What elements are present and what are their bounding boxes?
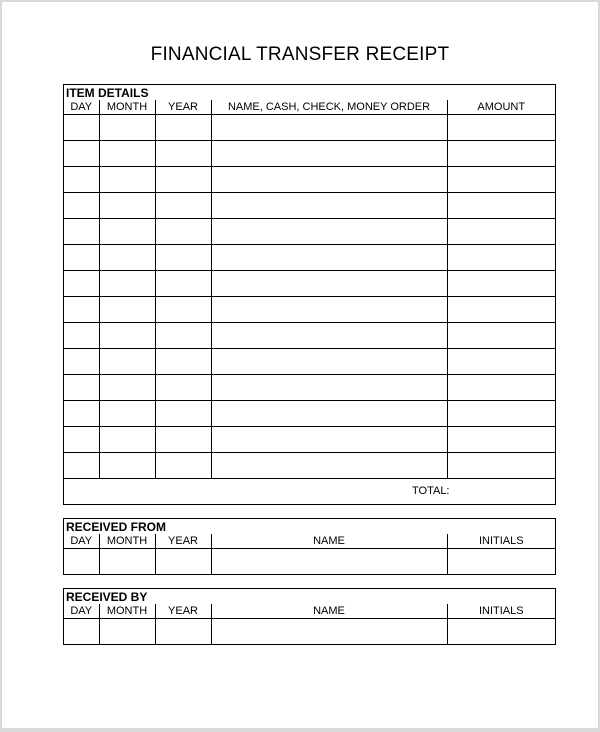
month-cell[interactable] — [99, 297, 155, 323]
received-from-section — [63, 518, 556, 575]
col-year: YEAR — [155, 604, 211, 619]
table-row — [64, 115, 555, 141]
year-cell[interactable] — [155, 401, 211, 427]
amount-cell[interactable] — [447, 271, 555, 297]
total-row — [64, 478, 555, 504]
amount-cell[interactable] — [447, 375, 555, 401]
initials-cell[interactable] — [447, 619, 555, 645]
name-cell[interactable] — [211, 167, 447, 193]
month-cell[interactable] — [99, 115, 155, 141]
day-cell[interactable] — [64, 401, 99, 427]
total-label: TOTAL: — [412, 485, 450, 497]
month-cell[interactable] — [99, 549, 155, 575]
col-amount: AMOUNT — [447, 100, 555, 115]
year-cell[interactable] — [155, 297, 211, 323]
name-cell[interactable] — [211, 141, 447, 167]
table-row — [64, 167, 555, 193]
amount-cell[interactable] — [447, 349, 555, 375]
month-cell[interactable] — [99, 167, 155, 193]
day-cell[interactable] — [64, 297, 99, 323]
amount-cell[interactable] — [447, 219, 555, 245]
month-cell[interactable] — [99, 401, 155, 427]
month-cell[interactable] — [99, 193, 155, 219]
table-row — [64, 323, 555, 349]
col-month: MONTH — [99, 100, 155, 115]
table-row — [64, 349, 555, 375]
received-by-heading: RECEIVED BY — [66, 590, 148, 604]
initials-cell[interactable] — [447, 549, 555, 575]
name-cell[interactable] — [211, 271, 447, 297]
day-cell[interactable] — [64, 375, 99, 401]
amount-cell[interactable] — [447, 401, 555, 427]
received-from-heading: RECEIVED FROM — [66, 520, 167, 534]
item-details-table — [64, 100, 555, 478]
day-cell[interactable] — [64, 349, 99, 375]
day-cell[interactable] — [64, 193, 99, 219]
col-day: DAY — [64, 534, 99, 549]
table-row — [64, 297, 555, 323]
year-cell[interactable] — [155, 549, 211, 575]
table-row — [64, 401, 555, 427]
name-cell[interactable] — [211, 193, 447, 219]
table-row — [64, 375, 555, 401]
month-cell[interactable] — [99, 427, 155, 453]
table-row — [64, 141, 555, 167]
col-day: DAY — [64, 604, 99, 619]
table-row — [64, 245, 555, 271]
year-cell[interactable] — [155, 193, 211, 219]
name-cell[interactable] — [211, 453, 447, 479]
amount-cell[interactable] — [447, 453, 555, 479]
received-from-table — [64, 534, 555, 574]
name-cell[interactable] — [211, 297, 447, 323]
year-cell[interactable] — [155, 619, 211, 645]
document-title: FINANCIAL TRANSFER RECEIPT — [150, 44, 450, 65]
received-by-section — [63, 588, 556, 645]
col-name-cash-check: NAME, CASH, CHECK, MONEY ORDER — [211, 100, 447, 115]
year-cell[interactable] — [155, 349, 211, 375]
col-year: YEAR — [155, 534, 211, 549]
day-cell[interactable] — [64, 271, 99, 297]
day-cell[interactable] — [64, 453, 99, 479]
month-cell[interactable] — [99, 245, 155, 271]
year-cell[interactable] — [155, 271, 211, 297]
table-row — [64, 619, 555, 645]
item-details-heading: ITEM DETAILS — [66, 86, 149, 100]
year-cell[interactable] — [155, 115, 211, 141]
col-month: MONTH — [99, 534, 155, 549]
name-cell[interactable] — [211, 619, 447, 645]
month-cell[interactable] — [99, 375, 155, 401]
col-initials: INITIALS — [447, 534, 555, 549]
amount-cell[interactable] — [447, 167, 555, 193]
day-cell[interactable] — [64, 427, 99, 453]
table-row — [64, 193, 555, 219]
day-cell[interactable] — [64, 167, 99, 193]
col-year: YEAR — [155, 100, 211, 115]
col-name: NAME — [211, 604, 447, 619]
name-cell[interactable] — [211, 427, 447, 453]
col-name: NAME — [211, 534, 447, 549]
table-row — [64, 219, 555, 245]
month-cell[interactable] — [99, 323, 155, 349]
year-cell[interactable] — [155, 323, 211, 349]
year-cell[interactable] — [155, 219, 211, 245]
day-cell[interactable] — [64, 219, 99, 245]
amount-cell[interactable] — [447, 141, 555, 167]
name-cell[interactable] — [211, 549, 447, 575]
table-row — [64, 427, 555, 453]
month-cell[interactable] — [99, 349, 155, 375]
year-cell[interactable] — [155, 167, 211, 193]
col-day: DAY — [64, 100, 99, 115]
name-cell[interactable] — [211, 375, 447, 401]
col-month: MONTH — [99, 604, 155, 619]
amount-cell[interactable] — [447, 297, 555, 323]
month-cell[interactable] — [99, 453, 155, 479]
name-cell[interactable] — [211, 349, 447, 375]
year-cell[interactable] — [155, 375, 211, 401]
day-cell[interactable] — [64, 141, 99, 167]
name-cell[interactable] — [211, 401, 447, 427]
name-cell[interactable] — [211, 219, 447, 245]
amount-cell[interactable] — [447, 323, 555, 349]
month-cell[interactable] — [99, 141, 155, 167]
item-rows — [64, 115, 555, 479]
year-cell[interactable] — [155, 245, 211, 271]
name-cell[interactable] — [211, 115, 447, 141]
month-cell[interactable] — [99, 219, 155, 245]
day-cell[interactable] — [64, 245, 99, 271]
amount-cell[interactable] — [447, 427, 555, 453]
amount-cell[interactable] — [447, 245, 555, 271]
month-cell[interactable] — [99, 271, 155, 297]
day-cell[interactable] — [64, 549, 99, 575]
received-by-table — [64, 604, 555, 644]
name-cell[interactable] — [211, 323, 447, 349]
month-cell[interactable] — [99, 619, 155, 645]
col-initials: INITIALS — [447, 604, 555, 619]
amount-cell[interactable] — [447, 115, 555, 141]
year-cell[interactable] — [155, 141, 211, 167]
day-cell[interactable] — [64, 115, 99, 141]
table-row — [64, 271, 555, 297]
table-row — [64, 453, 555, 479]
day-cell[interactable] — [64, 619, 99, 645]
day-cell[interactable] — [64, 323, 99, 349]
item-details-section — [63, 84, 556, 505]
year-cell[interactable] — [155, 453, 211, 479]
year-cell[interactable] — [155, 427, 211, 453]
table-row — [64, 549, 555, 575]
name-cell[interactable] — [211, 245, 447, 271]
amount-cell[interactable] — [447, 193, 555, 219]
